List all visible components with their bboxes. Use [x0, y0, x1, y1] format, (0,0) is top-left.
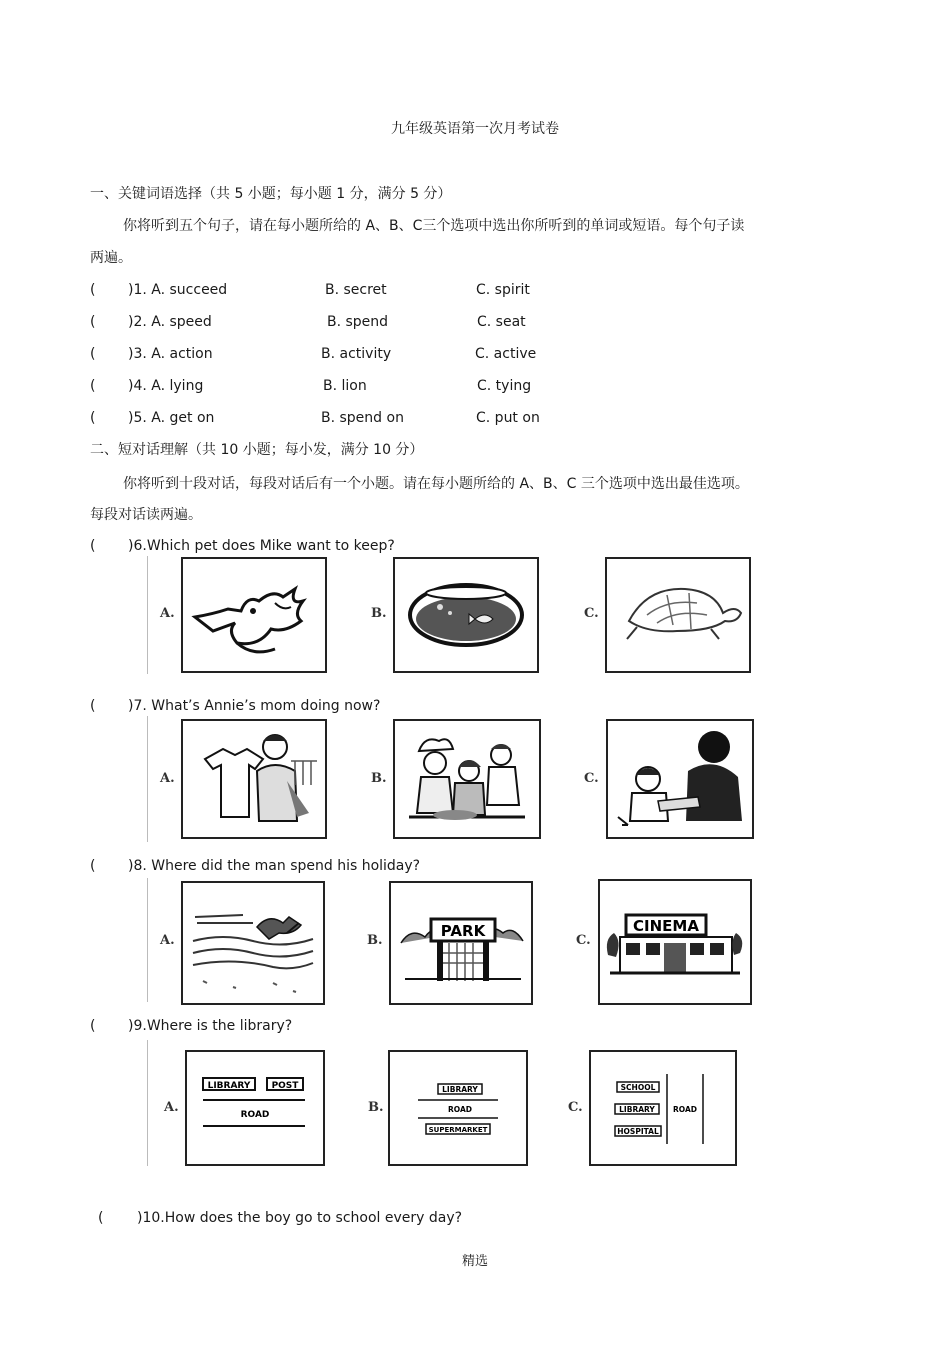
picture-strip-7 — [147, 716, 763, 842]
section1-instruction-cont: 两遍。 — [90, 250, 132, 266]
page-title: 九年级英语第一次月考试卷 — [391, 121, 559, 137]
picture-a[interactable] — [181, 881, 325, 1005]
answer-paren[interactable]: ( — [90, 1018, 96, 1034]
option-c: C. active — [475, 346, 537, 362]
picture-b[interactable] — [389, 881, 533, 1005]
reading-icon — [608, 721, 752, 837]
map-icon — [390, 1052, 526, 1164]
option-label-b: B. — [368, 1100, 384, 1115]
option-label-b: B. — [371, 771, 387, 786]
option-b: B. spend on — [321, 410, 404, 426]
section2-heading: 二、短对话理解（共 10 小题；每小发，满分 10 分） — [90, 442, 424, 458]
map-c-school: SCHOOL — [620, 1083, 656, 1092]
option-c: C. tying — [477, 378, 532, 394]
option-b: B. spend — [327, 314, 389, 330]
map-c-hospital: HOSPITAL — [617, 1127, 659, 1136]
map-b-road: ROAD — [448, 1105, 472, 1114]
turtle-icon — [607, 559, 749, 671]
map-a-road: ROAD — [240, 1110, 270, 1120]
answer-paren[interactable]: ( — [90, 282, 96, 298]
map-b-library: LIBRARY — [442, 1085, 478, 1094]
option-b: B. lion — [323, 378, 367, 394]
picture-c[interactable] — [606, 719, 754, 839]
picture-c[interactable] — [605, 557, 751, 673]
picture-strip-9 — [147, 1040, 736, 1166]
park-icon — [391, 883, 531, 1003]
picture-c[interactable] — [589, 1050, 737, 1166]
option-label-a: A. — [160, 606, 175, 621]
cinema-sign: CINEMA — [633, 917, 699, 935]
option-label-c: C. — [568, 1100, 583, 1115]
picture-c[interactable] — [598, 879, 752, 1005]
beach-icon — [183, 883, 323, 1003]
answer-paren[interactable]: ( — [90, 314, 96, 330]
option-b: B. secret — [325, 282, 387, 298]
option-c: C. put on — [476, 410, 540, 426]
picture-a[interactable] — [185, 1050, 325, 1166]
option-b: B. activity — [321, 346, 392, 362]
picture-b[interactable] — [388, 1050, 528, 1166]
section1-heading: 一、关键词语选择（共 5 小题；每小题 1 分，满分 5 分） — [90, 186, 452, 202]
map-c-road: ROAD — [673, 1105, 697, 1114]
option-label-a: A. — [160, 771, 175, 786]
section1-instruction: 你将听到五个句子，请在每小题所给的 A、B、C三个选项中选出你所听到的单词或短语。每个句子读 — [123, 218, 745, 234]
answer-paren[interactable]: ( — [90, 858, 96, 874]
picture-b[interactable] — [393, 557, 539, 673]
option-label-a: A. — [160, 933, 175, 948]
map-a-library: LIBRARY — [207, 1081, 251, 1091]
map-icon — [187, 1052, 323, 1164]
section2-instruction: 你将听到十段对话，每段对话后有一个小题。请在每小题所给的 A、B、C 三个选项中选出最佳选项。 — [123, 476, 749, 492]
map-b-supermarket: SUPERMARKET — [428, 1126, 488, 1134]
park-sign: PARK — [440, 922, 486, 940]
option-c: C. seat — [477, 314, 526, 330]
option-label-b: B. — [371, 606, 387, 621]
page-footer: 精选 — [461, 1254, 488, 1269]
answer-paren[interactable]: ( — [90, 538, 96, 554]
answer-paren[interactable]: ( — [90, 346, 96, 362]
option-label-b: B. — [367, 933, 383, 948]
question-4: )4. A. lying — [128, 378, 204, 394]
answer-paren[interactable]: ( — [98, 1210, 104, 1226]
question-9: )9.Where is the library? — [128, 1018, 293, 1034]
picture-b[interactable] — [393, 719, 541, 839]
picture-a[interactable] — [181, 719, 327, 839]
option-c: C. spirit — [476, 282, 530, 298]
question-2: )2. A. speed — [128, 314, 212, 330]
map-c-library: LIBRARY — [619, 1105, 655, 1114]
bird-icon — [183, 559, 325, 671]
answer-paren[interactable]: ( — [90, 378, 96, 394]
option-label-c: C. — [576, 933, 591, 948]
picture-strip-6 — [147, 556, 763, 674]
map-a-post: POST — [271, 1081, 299, 1091]
cinema-icon — [600, 881, 750, 1003]
option-label-c: C. — [584, 606, 599, 621]
question-10: )10.How does the boy go to school every day? — [137, 1210, 463, 1226]
option-label-a: A. — [164, 1100, 179, 1115]
question-5: )5. A. get on — [128, 410, 215, 426]
section2-instruction-cont: 每段对话读两遍。 — [90, 507, 202, 523]
map-icon — [591, 1052, 735, 1164]
option-label-c: C. — [584, 771, 599, 786]
picture-strip-8 — [147, 878, 750, 1002]
question-7: )7. What’s Annie’s mom doing now? — [128, 698, 381, 714]
fishbowl-icon — [395, 559, 537, 671]
clothes-shopping-icon — [183, 721, 325, 837]
question-8: )8. Where did the man spend his holiday? — [128, 858, 421, 874]
question-1: )1. A. succeed — [128, 282, 228, 298]
answer-paren[interactable]: ( — [90, 698, 96, 714]
question-6: )6.Which pet does Mike want to keep? — [128, 538, 395, 554]
question-3: )3. A. action — [128, 346, 213, 362]
picture-a[interactable] — [181, 557, 327, 673]
cooking-icon — [395, 721, 539, 837]
answer-paren[interactable]: ( — [90, 410, 96, 426]
